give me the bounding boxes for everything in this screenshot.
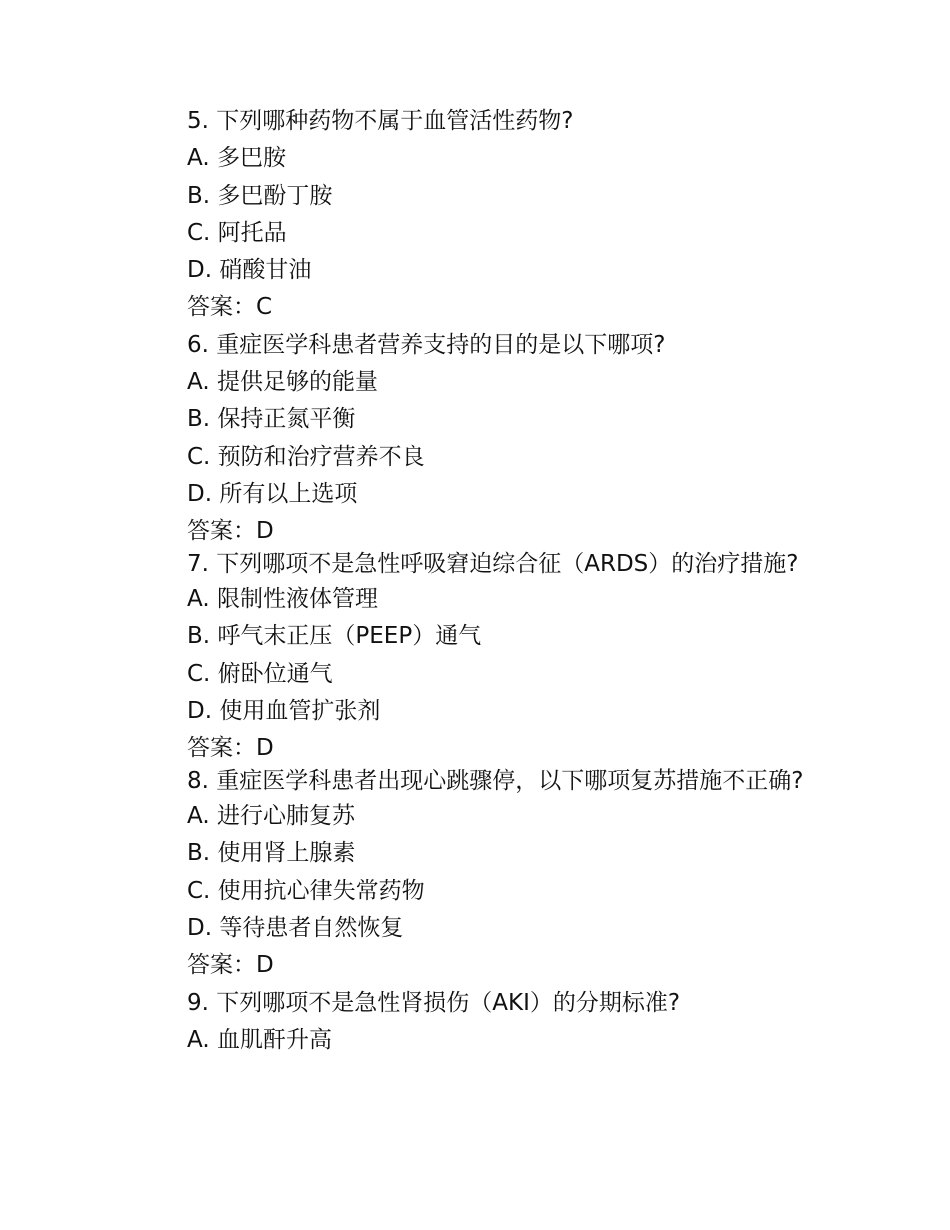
option-d: D. 等待患者自然恢复: [187, 914, 404, 941]
option-c: C. 阿托品: [187, 219, 287, 246]
option-a: A. 限制性液体管理: [187, 586, 378, 613]
option-d: D. 使用血管扩张剂: [187, 697, 381, 724]
option-d: D. 所有以上选项: [187, 480, 358, 507]
answer-text: 答案：D: [187, 518, 274, 545]
option-c: C. 预防和治疗营养不良: [187, 443, 425, 470]
option-b: B. 呼气末正压（PEEP）通气: [187, 623, 482, 650]
option-d: D. 硝酸甘油: [187, 257, 312, 284]
option-c: C. 使用抗心律失常药物: [187, 877, 425, 904]
question-text: 5. 下列哪种药物不属于血管活性药物?: [187, 108, 574, 134]
option-a: A. 进行心肺复苏: [187, 803, 355, 830]
answer-text: 答案：D: [187, 735, 274, 762]
question-text: 8. 重症医学科患者出现心跳骤停，以下哪项复苏措施不正确?: [187, 767, 804, 794]
option-a: A. 多巴胺: [187, 145, 286, 172]
option-a: A. 血肌酐升高: [187, 1026, 332, 1053]
question-text: 9. 下列哪项不是急性肾损伤（AKI）的分期标准?: [187, 989, 681, 1016]
question-text: 7. 下列哪项不是急性呼吸窘迫综合征（ARDS）的治疗措施?: [187, 550, 799, 577]
answer-text: 答案：D: [187, 952, 274, 979]
option-b: B. 保持正氮平衡: [187, 406, 356, 433]
question-text: 6. 重症医学科患者营养支持的目的是以下哪项?: [187, 331, 666, 358]
answer-text: 答案：C: [187, 294, 273, 321]
option-b: B. 使用肾上腺素: [187, 840, 356, 867]
option-b: B. 多巴酚丁胺: [187, 182, 333, 209]
option-c: C. 俯卧位通气: [187, 660, 333, 687]
question-list: [140, 103, 830, 1059]
option-a: A. 提供足够的能量: [187, 369, 378, 396]
